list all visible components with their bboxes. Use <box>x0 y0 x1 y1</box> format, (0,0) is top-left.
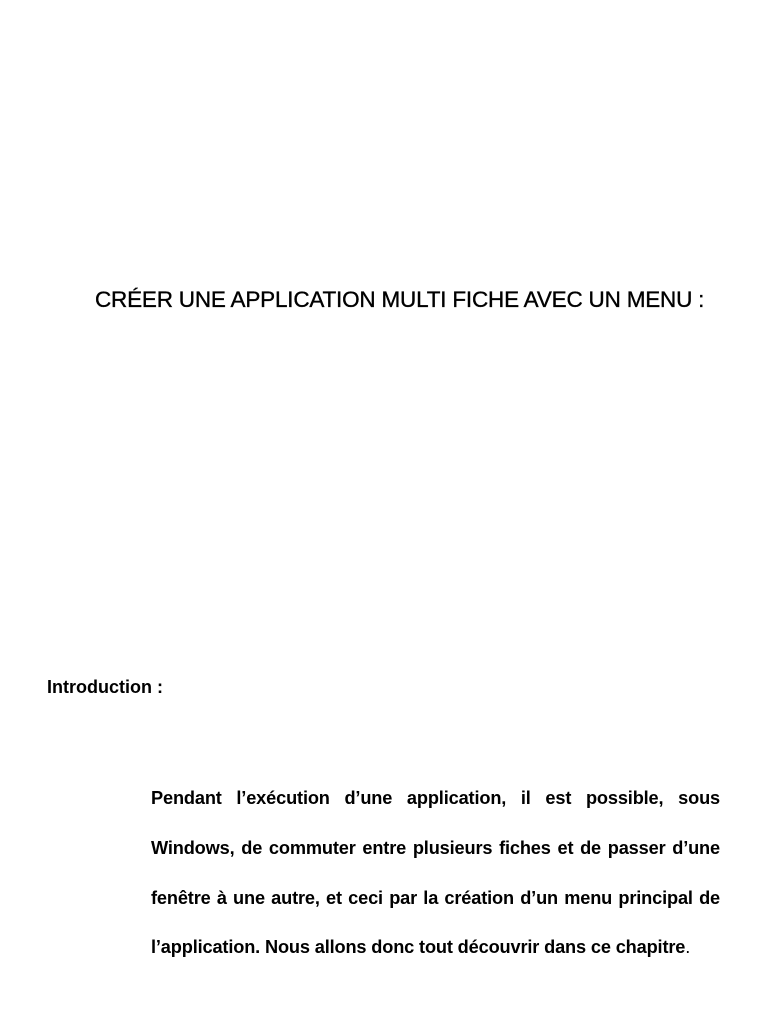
introduction-paragraph-text: Pendant l’exécution d’une application, il est possible, sous Windows, de commuter entre plusieurs fiches et de passer d’une fenêtre à une autre, et ceci par la création d’un menu principal de l’application. Nous allons donc tout découvrir dans ce chapitre <box>151 788 720 958</box>
introduction-paragraph-end: . <box>685 937 691 958</box>
introduction-heading: Introduction : <box>47 677 163 697</box>
introduction-paragraph <box>151 774 720 973</box>
document-title: CRÉER UNE APPLICATION MULTI FICHE AVEC UN MENU : <box>95 287 705 312</box>
